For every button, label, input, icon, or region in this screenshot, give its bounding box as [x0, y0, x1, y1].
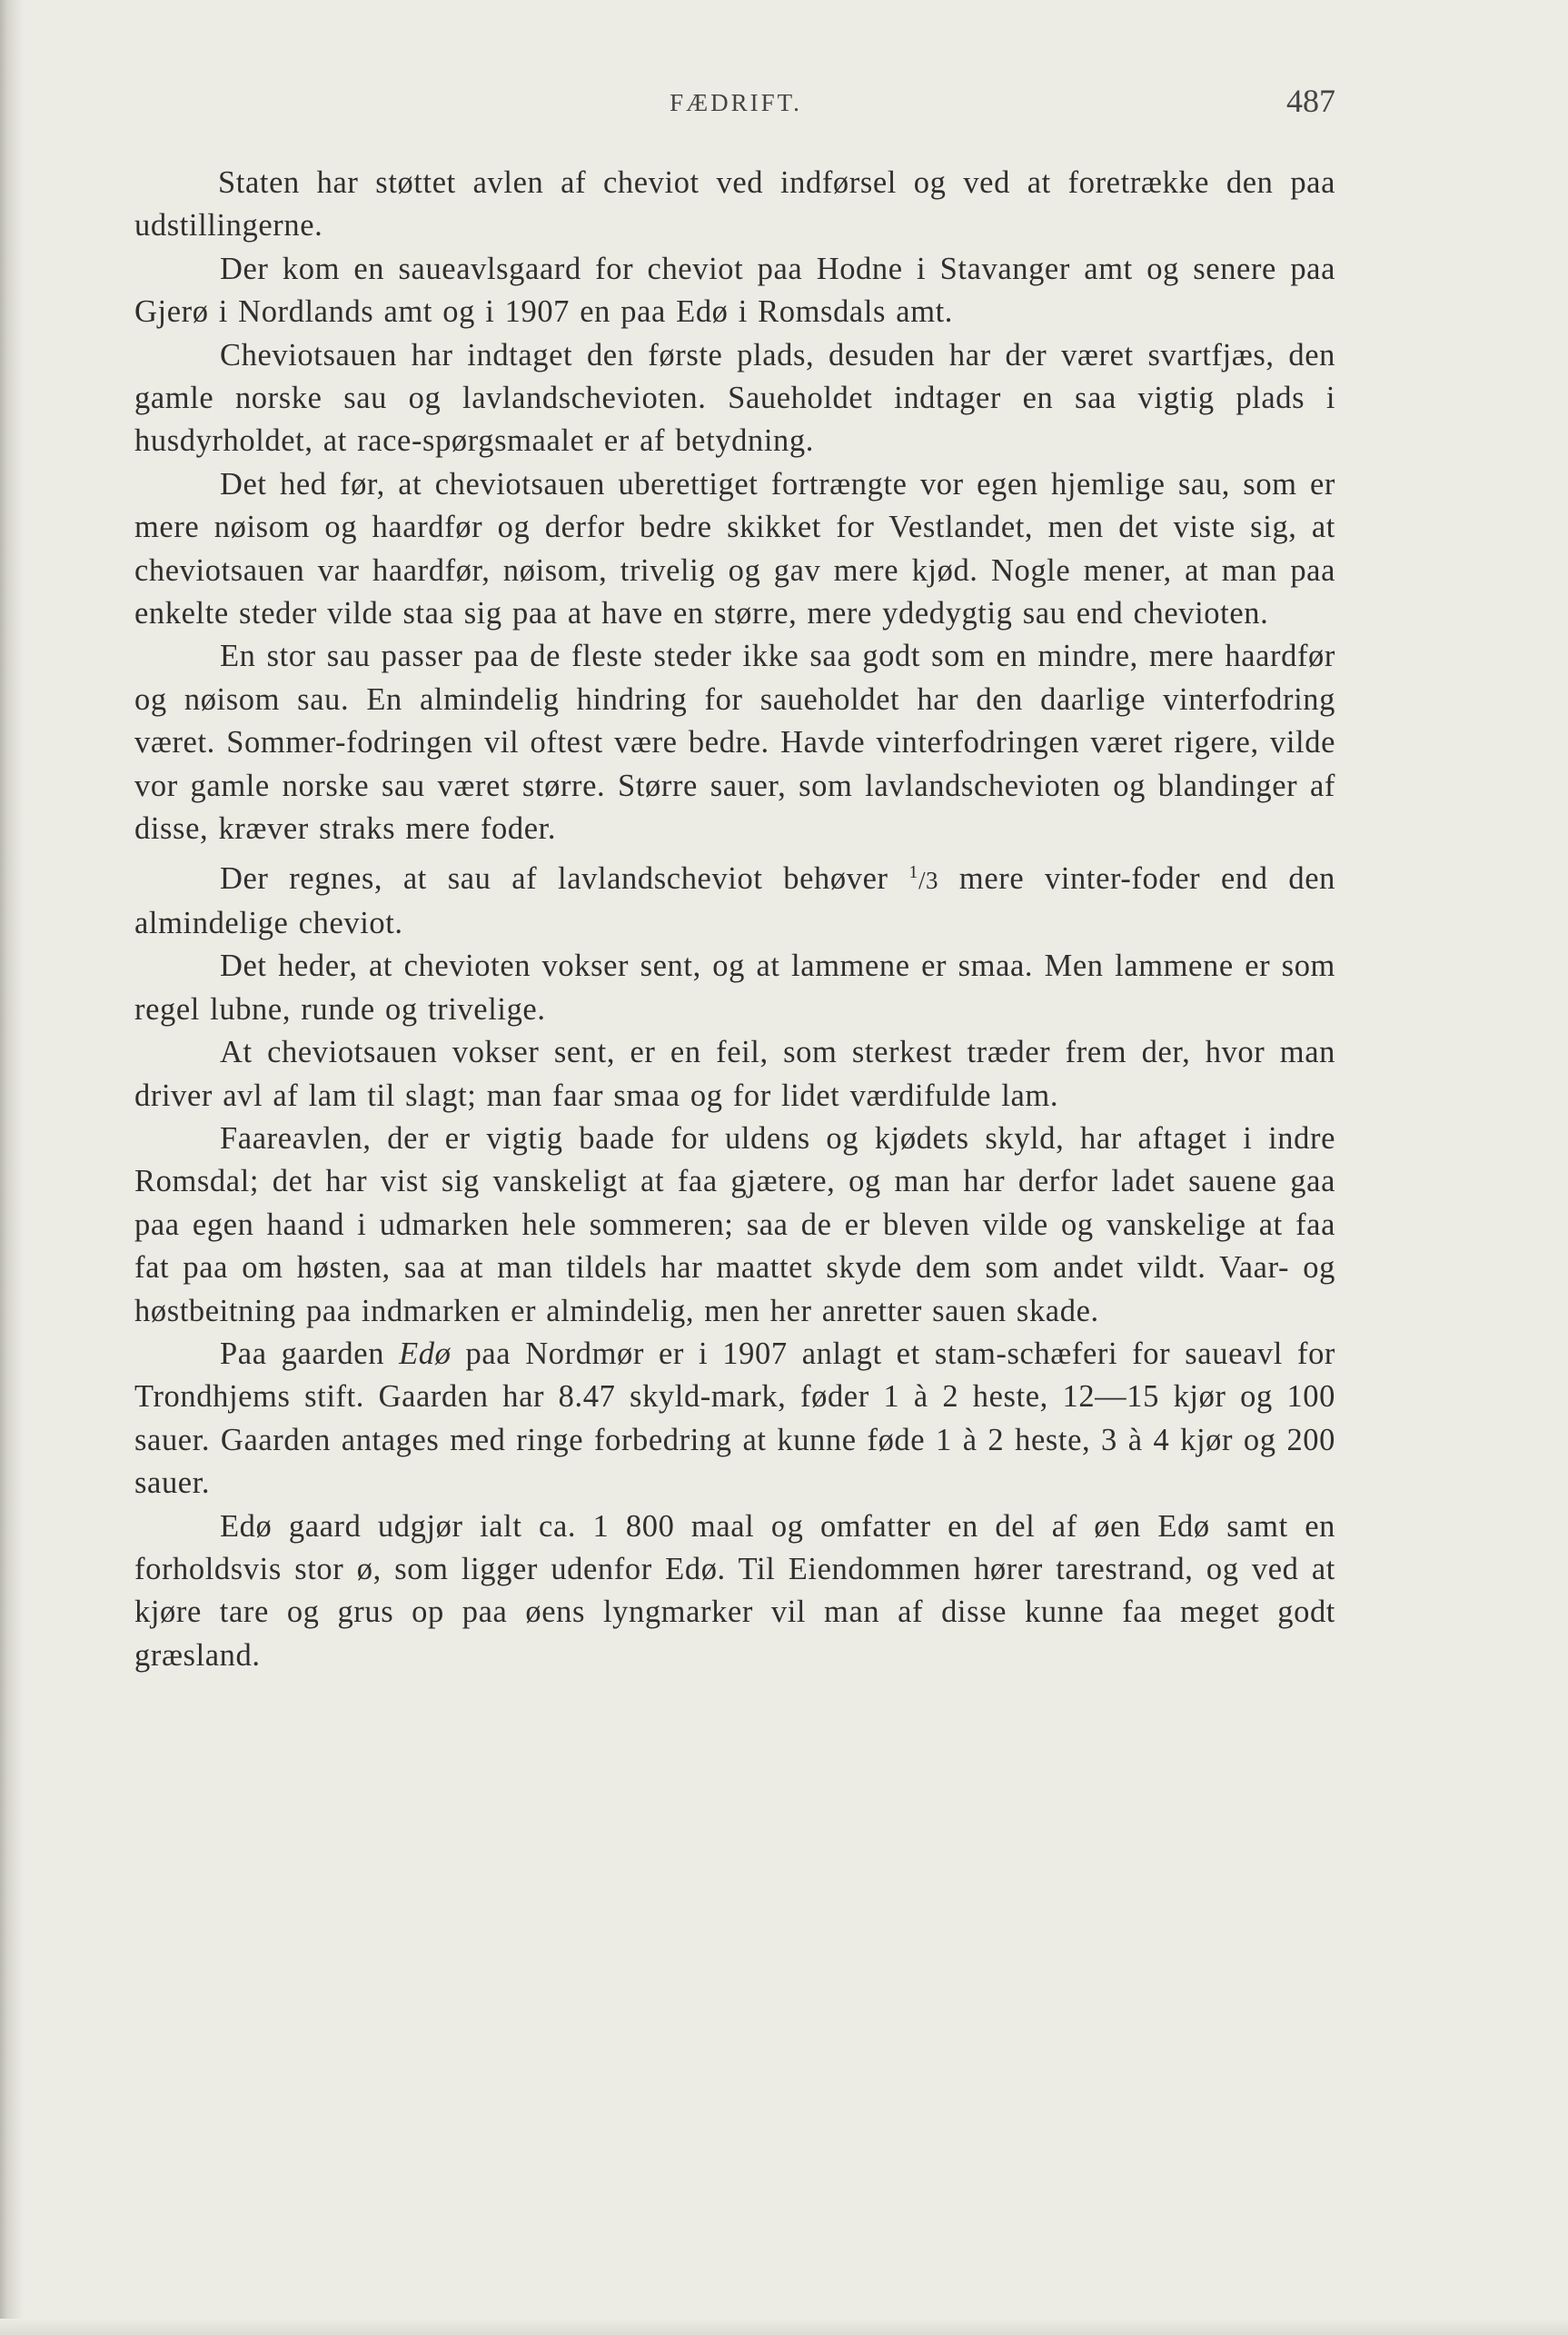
running-title: FÆDRIFT.: [670, 89, 802, 116]
fraction-one-third: [908, 861, 939, 894]
paragraph-6: [134, 851, 1335, 946]
page-bottom-edge: [0, 2319, 1568, 2335]
paragraph-5: En stor sau passer paa de fleste steder ikke saa godt som en mindre, mere haardfør og nøisom sau. En almindelig hindring for saueholdet har den daarlige vinterfodring været. Sommer-fodringen vil oftest være bedre. Havde vinterfodringen været rigere, vilde vor gamle norske sau været større. Større sauer, som lavlandschevioten og blandinger af disse, kræver straks mere foder.: [134, 639, 1335, 847]
paragraph-10-text-before: Paa gaarden: [220, 1336, 385, 1371]
fraction-numerator: 1: [908, 861, 918, 882]
paragraph-7: Det heder, at chevioten vokser sent, og at lammene er smaa. Men lammene er som regel lubne, runde og trivelige.: [134, 949, 1335, 1027]
paragraph-6-text-before: Der regnes, at sau af lavlandscheviot behøver: [220, 860, 888, 896]
running-head: [136, 82, 1335, 125]
paragraph-3: Cheviotsauen har indtaget den første plads, desuden har der været svartfjæs, den gamle norske sau og lavlandschevioten. Saueholdet indtager en saa vigtig plads i husdyrholdet, at race-spørgsmaalet er af betydning.: [134, 337, 1335, 459]
paragraph-9: Faareavlen, der er vigtig baade for uldens og kjødets skyld, har aftaget i indre Romsdal; det har vist sig vanskeligt at faa gjætere, og man har derfor ladet sauene gaa paa egen haand i udmarken hele sommeren; saa de er bleven vilde og vanskelige at faa fat paa om høsten, saa at man tildels har maattet skyde dem som andet vildt. Vaar- og høstbeitning paa indmarken er almindelig, men her anretter sauen skade.: [134, 1120, 1335, 1328]
paragraph-10-text-after: paa Nordmør er i 1907 anlagt et stam-schæferi for saueavl for Trondhjems stift. Gaarden har 8.47 skyld-mark, føder 1 à 2 heste, 12—15 kjør og 100 sauer. Gaarden antages med ringe forbedring at kunne føde 1 à 2 heste, 3 à 4 kjør og 200 sauer.: [134, 1336, 1336, 1501]
fraction-denominator: /3: [918, 866, 939, 894]
page-spine-shadow: [0, 0, 24, 2335]
body-text: [134, 162, 1335, 1677]
paragraph-6-text-after: mere vinter-foder end den almindelige cheviot.: [134, 860, 1335, 940]
paragraph-4: Det hed før, at cheviotsauen uberettiget fortrængte vor egen hjemlige sau, som er mere nøisom og haardfør og derfor bedre skikket for Vestlandet, men det viste sig, at cheviotsauen var haardfør, nøisom, trivelig og gav mere kjød. Nogle mener, at man paa enkelte steder vilde staa sig paa at have en større, mere ydedygtig sau end chevioten.: [134, 466, 1335, 631]
paragraph-8: At cheviotsauen vokser sent, er en feil, som sterkest træder frem der, hvor man driver avl af lam til slagt; man faar smaa og for lidet værdifulde lam.: [134, 1035, 1335, 1113]
page-number: 487: [1286, 83, 1335, 119]
place-name-edo: Edø: [399, 1336, 452, 1371]
paragraph-10: [134, 1333, 1335, 1505]
paragraph-11: Edø gaard udgjør ialt ca. 1 800 maal og omfatter en del af øen Edø samt en forholdsvis stor ø, som ligger udenfor Edø. Til Eiendommen hører tarestrand, og ved at kjøre tare og grus op paa øens lyngmarker vil man af disse kunne faa meget godt græsland.: [134, 1508, 1335, 1673]
paragraph-2: Der kom en saueavlsgaard for cheviot paa Hodne i Stavanger amt og senere paa Gjerø i Nordlands amt og i 1907 en paa Edø i Romsdals amt.: [134, 251, 1335, 330]
paragraph-1: Staten har støttet avlen af cheviot ved indførsel og ved at foretrække den paa udstillingerne.: [134, 165, 1335, 243]
